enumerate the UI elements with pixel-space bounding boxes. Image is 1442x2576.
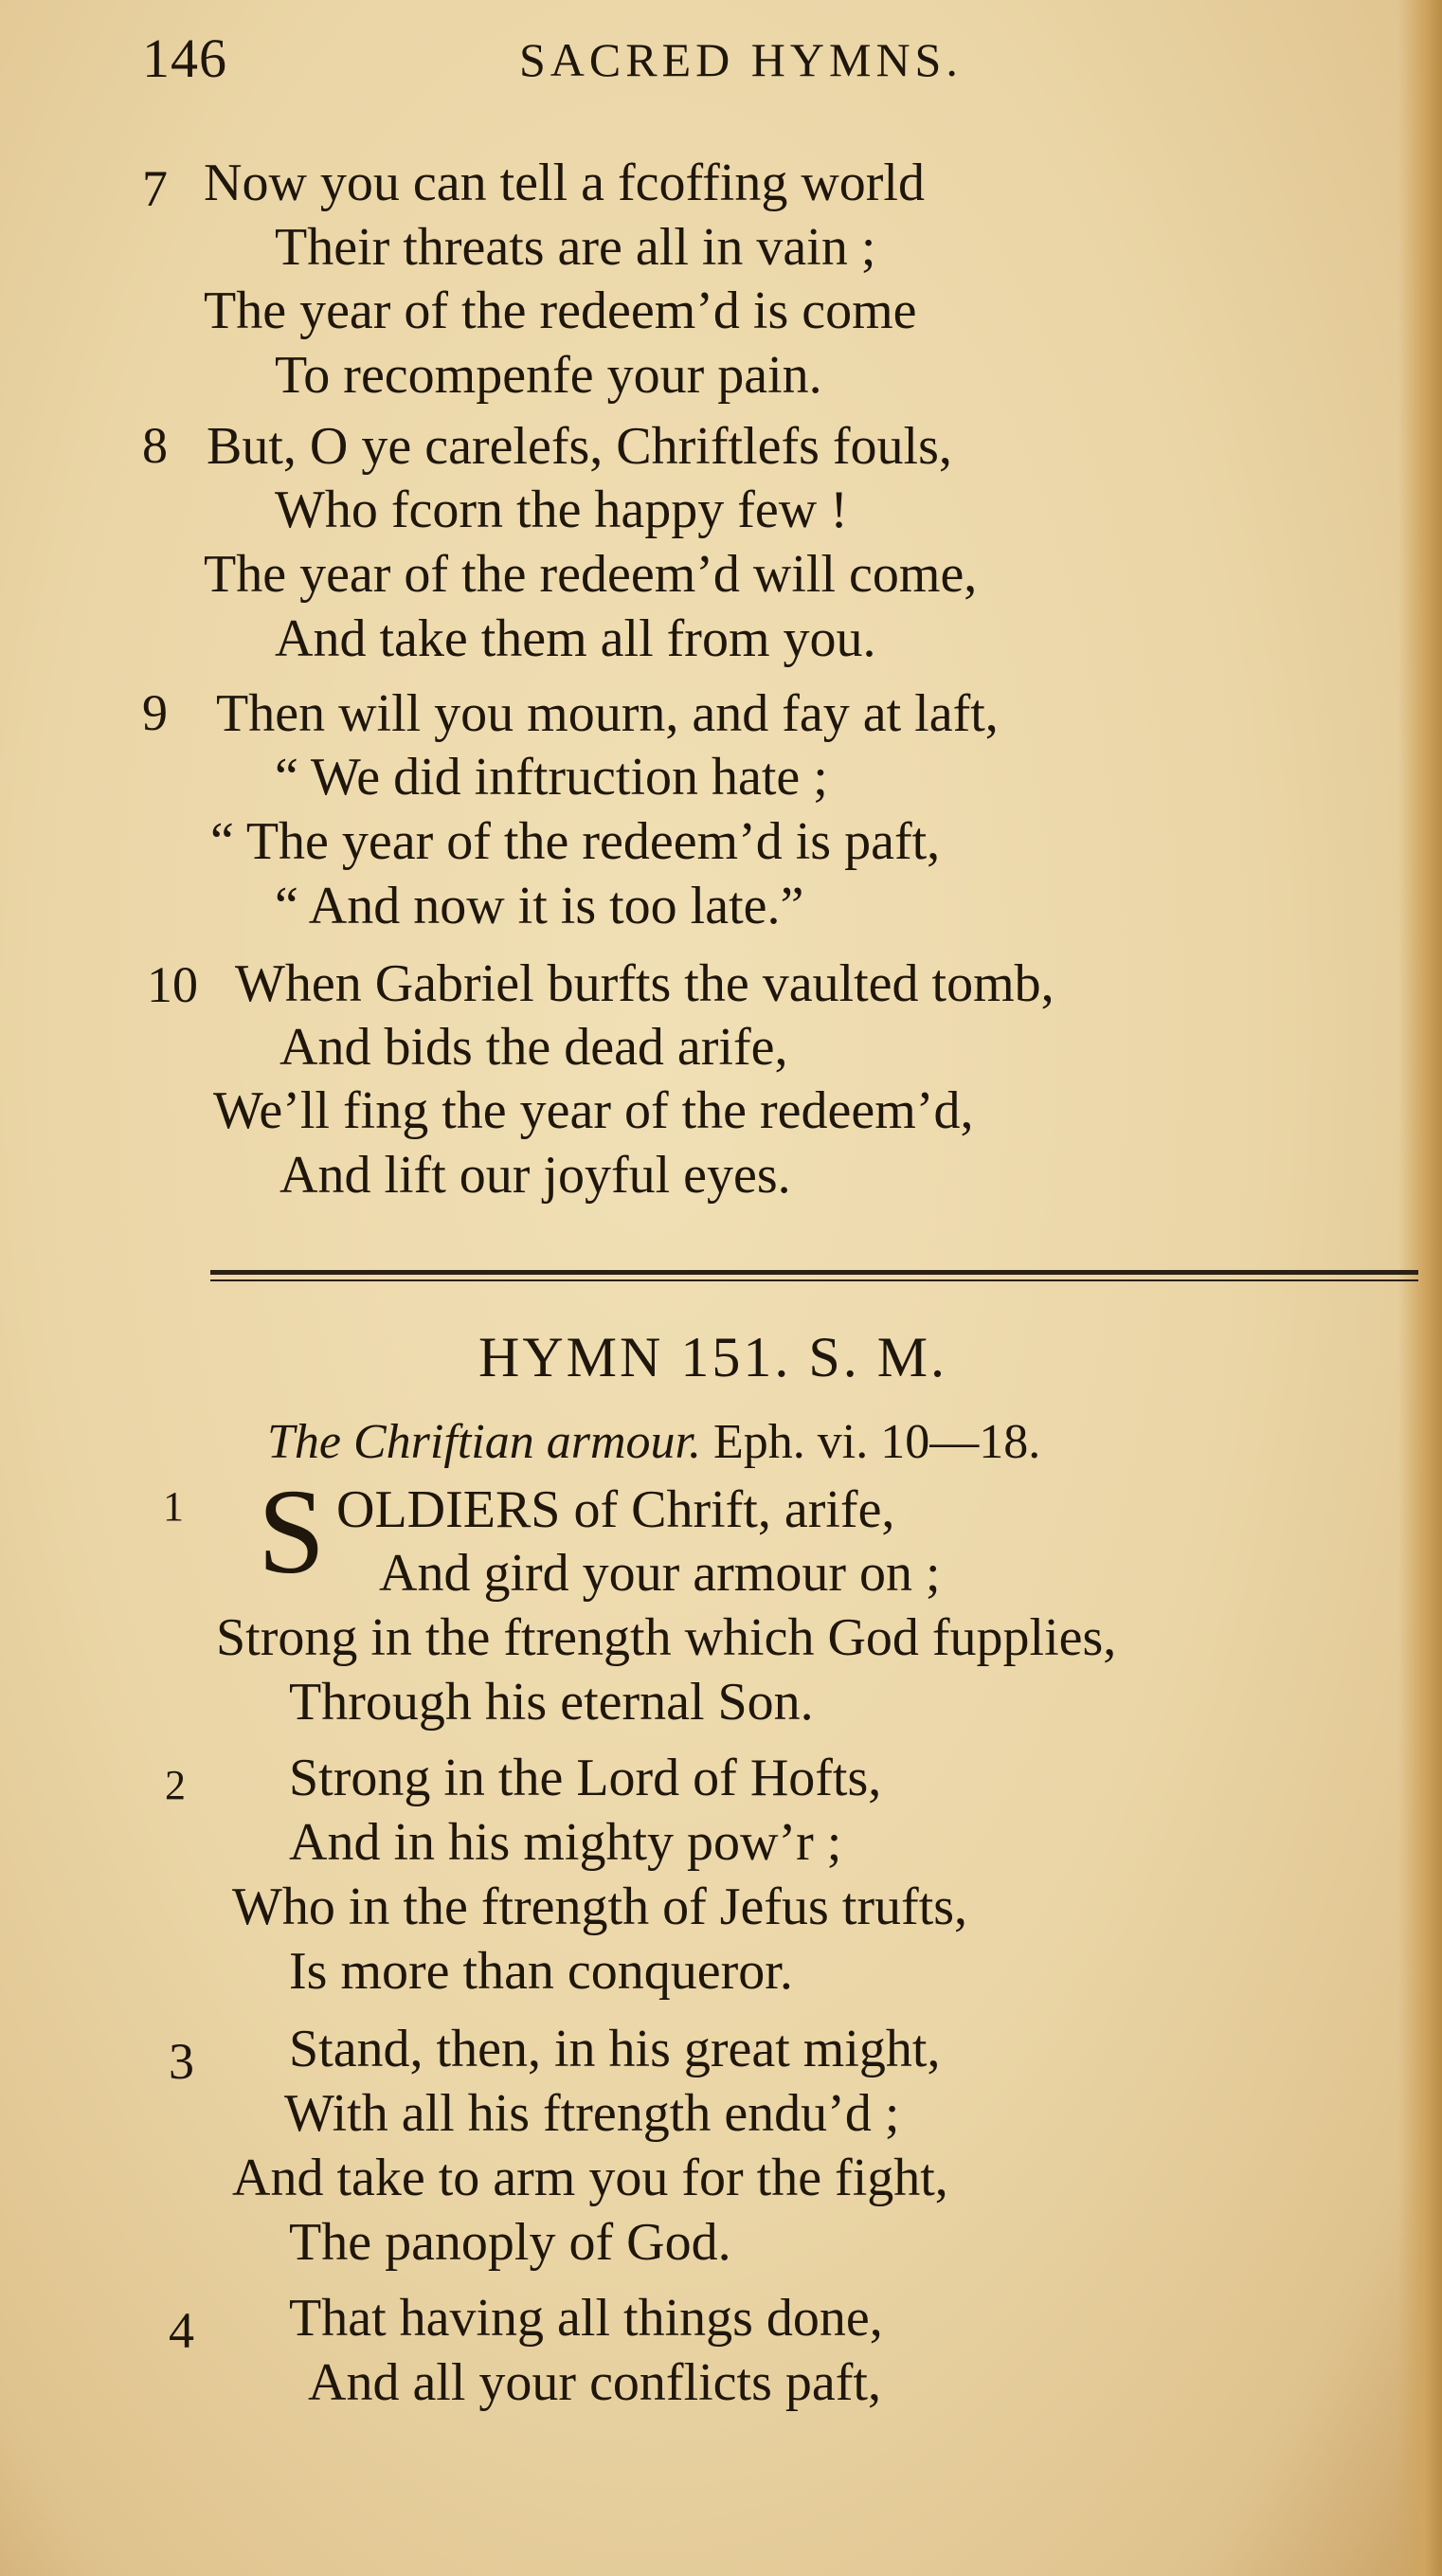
stanza-number: 7 <box>142 160 168 217</box>
verse-line: Their threats are all in vain ; <box>275 218 876 277</box>
verse-line: “ And now it is too late.” <box>275 877 804 935</box>
drop-cap: S <box>258 1464 326 1599</box>
section-divider <box>210 1270 1418 1275</box>
verse-line: Through his eternal Son. <box>289 1673 814 1732</box>
verse-line: And take to arm you for the fight, <box>232 2149 948 2207</box>
page-edge-shadow <box>1398 0 1442 2576</box>
hymn-subtitle-title: The Chriftian armour. <box>267 1415 701 1469</box>
running-head: SACRED HYMNS. <box>519 33 963 86</box>
verse-line: And in his mighty pow’r ; <box>289 1813 842 1872</box>
verse-line: When Gabriel burfts the vaulted tomb, <box>235 954 1054 1013</box>
verse-line: “ We did inftruction hate ; <box>275 748 828 807</box>
verse-line: Now you can tell a fcoffing world <box>204 154 925 212</box>
scripture-reference: Eph. vi. 10—18. <box>712 1415 1041 1469</box>
verse-line: To recompenfe your pain. <box>275 346 822 405</box>
verse-line: We’ll fing the year of the redeem’d, <box>213 1081 974 1140</box>
stanza-number: 4 <box>169 2302 194 2359</box>
verse-line: But, O ye carelefs, Chriftlefs fouls, <box>207 417 952 476</box>
verse-line: “ The year of the redeem’d is paft, <box>210 812 941 871</box>
verse-line: Who fcorn the happy few ! <box>275 481 848 539</box>
verse-line: OLDIERS of Chrift, arife, <box>336 1480 895 1539</box>
verse-line: And bids the dead arife, <box>279 1018 788 1077</box>
verse-line: Strong in the ftrength which God fupplies, <box>216 1608 1117 1667</box>
page-number: 146 <box>142 27 227 89</box>
stanza-number: 10 <box>147 956 198 1013</box>
hymn-heading: HYMN 151. S. M. <box>478 1326 948 1388</box>
verse-line: That having all things done, <box>289 2289 883 2348</box>
verse-line: Is more than conqueror. <box>289 1942 793 2001</box>
verse-line: Strong in the Lord of Hofts, <box>289 1749 882 1807</box>
verse-line: And gird your armour on ; <box>379 1544 941 1603</box>
stanza-number: 9 <box>142 684 168 741</box>
page-header <box>142 27 1326 102</box>
verse-line: The year of the redeem’d is come <box>204 281 917 340</box>
verse-line: With all his ftrength endu’d ; <box>284 2084 900 2143</box>
stanza-number: 1 <box>163 1483 184 1530</box>
section-divider-thin <box>210 1279 1418 1281</box>
stanza-number: 2 <box>165 1762 186 1808</box>
verse-line: And lift our joyful eyes. <box>279 1146 791 1205</box>
stanza-number: 3 <box>169 2033 194 2090</box>
hymn-subtitle <box>267 1414 1040 1470</box>
verse-line: Stand, then, in his great might, <box>289 2020 941 2078</box>
verse-line: The panoply of God. <box>289 2213 731 2272</box>
verse-line: And take them all from you. <box>275 609 876 668</box>
verse-line: And all your conflicts paft, <box>308 2353 881 2412</box>
stanza-number: 8 <box>142 417 168 474</box>
verse-line: Then will you mourn, and fay at laft, <box>216 684 999 743</box>
verse-line: The year of the redeem’d will come, <box>204 545 978 604</box>
verse-line: Who in the ftrength of Jefus trufts, <box>232 1878 968 1936</box>
